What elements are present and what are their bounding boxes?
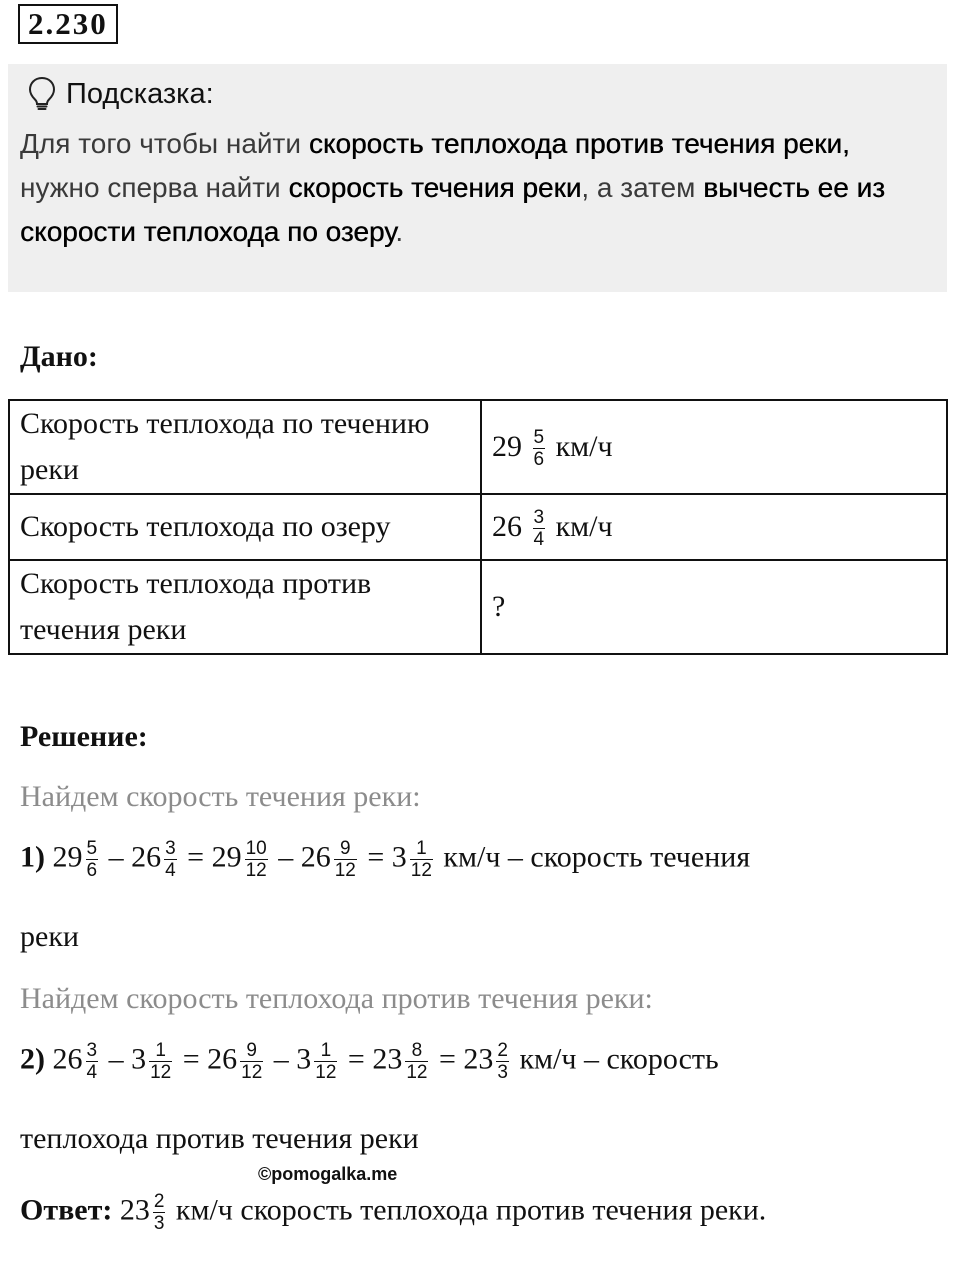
table-row bbox=[9, 494, 947, 560]
answer-label: Ответ: bbox=[20, 1193, 113, 1227]
hint-emphasis: скорость течения реки bbox=[288, 172, 582, 203]
hint-title: Подсказка: bbox=[66, 77, 214, 110]
given-table bbox=[8, 399, 948, 655]
table-row bbox=[9, 560, 947, 654]
watermark: ©pomogalka.me bbox=[258, 1164, 398, 1184]
step1-equation: 1) 29 $\frac{5}{6}$ – 26 $\frac{3}{4}$ = 29 $\frac{10}{12}$ – 26 $\frac{9}{12}$ = 3 $\frac{1}{12}$ км/ч – скорость течения bbox=[20, 838, 751, 881]
given-heading: Дано: bbox=[20, 340, 98, 373]
problem-number: 2.230 bbox=[18, 4, 118, 44]
given-label: Скорость теплохода по течению реки bbox=[9, 400, 481, 494]
lightbulb-icon bbox=[28, 76, 56, 112]
step1-tail: реки bbox=[20, 920, 79, 953]
given-value: ? bbox=[481, 560, 947, 654]
hint-box bbox=[8, 64, 947, 292]
hint-text: Для того чтобы найти скорость теплохода против течения реки, нужно сперва найти скорость течения реки, а затем вычесть ее из скорости теплохода по озеру. bbox=[20, 128, 885, 247]
step2-tail: теплохода против течения реки bbox=[20, 1122, 419, 1155]
fraction: $\frac{3}{4}$ bbox=[533, 507, 545, 551]
step2-intro: Найдем скорость теплохода против течения реки: bbox=[20, 982, 653, 1015]
given-value: 29 $\frac{5}{6}$ км/ч bbox=[481, 400, 947, 494]
fraction: $\frac{2}{3}$ bbox=[153, 1191, 165, 1234]
fraction: $\frac{5}{6}$ bbox=[533, 427, 545, 471]
step2-equation: 2) 26 $\frac{3}{4}$ – 3 $\frac{1}{12}$ = 26 $\frac{9}{12}$ – 3 $\frac{1}{12}$ = 23 $\frac{8}{12}$ = 23 $\frac{2}{3}$ км/ч – скорость bbox=[20, 1040, 719, 1083]
given-label: Скорость теплохода против течения реки bbox=[9, 560, 481, 654]
hint-header bbox=[28, 74, 214, 114]
given-label: Скорость теплохода по озеру bbox=[9, 494, 481, 560]
table-row bbox=[9, 400, 947, 494]
step1-intro: Найдем скорость течения реки: bbox=[20, 780, 421, 813]
answer-line: Ответ: 23 $\frac{2}{3}$ км/ч скорость теплохода против течения реки. bbox=[20, 1191, 767, 1234]
hint-emphasis: скорость теплохода против течения реки, bbox=[308, 128, 850, 159]
hint-emphasis: вычесть ее из скорости теплохода по озеру bbox=[20, 172, 885, 247]
given-value: 26 $\frac{3}{4}$ км/ч bbox=[481, 494, 947, 560]
solution-heading: Решение: bbox=[20, 720, 148, 753]
